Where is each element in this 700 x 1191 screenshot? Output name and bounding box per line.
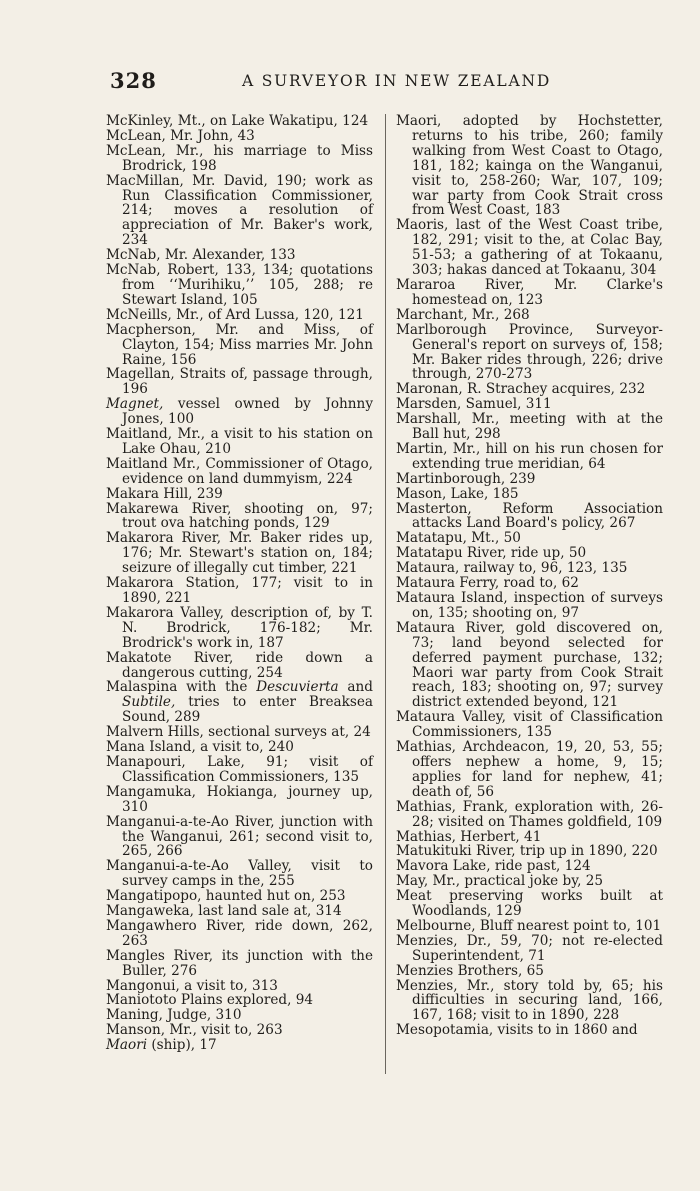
index-entry xyxy=(106,427,373,457)
index-entry xyxy=(396,979,663,1024)
index-entry xyxy=(106,815,373,860)
index-entry xyxy=(106,487,373,502)
index-entry-text: Mataura, railway to, 96, 123, 135 xyxy=(396,560,628,577)
index-entry xyxy=(106,859,373,889)
index-entry xyxy=(106,144,373,174)
index-entry xyxy=(396,382,663,397)
index-entry-text: and xyxy=(338,679,373,696)
index-entry-text: Mataura Valley, visit of Classification Commissioners, 135 xyxy=(396,709,663,741)
index-entry-text: Marlborough Province, Surveyor-General's report on surveys of, 158; Mr. Baker rides through, 226; drive through, 270-273 xyxy=(396,321,663,383)
index-entry-text: tries to enter Breaksea Sound, 289 xyxy=(122,694,373,726)
index-entry xyxy=(396,889,663,919)
running-title: A SURVEYOR IN NEW ZEALAND xyxy=(242,72,552,90)
index-entry xyxy=(106,904,373,919)
index-entry xyxy=(396,740,663,800)
index-entry-text: Manganui-a-te-Ao River, junction with the Wanganui, 261; second visit to, 265, 266 xyxy=(106,813,373,860)
index-entry-text: Marsden, Samuel, 311 xyxy=(396,396,552,413)
index-entry xyxy=(396,531,663,546)
index-column-left xyxy=(106,114,373,1053)
index-entry-text: Makarora Valley, description of, by T. N. Brodrick, 176-182; Mr. Brodrick's work in, 187 xyxy=(106,604,373,651)
index-entry-text: Malvern Hills, sectional surveys at, 24 xyxy=(106,724,371,741)
index-entry-text: Makarora Station, 177; visit to in 1890, 221 xyxy=(106,575,373,606)
index-entry xyxy=(106,755,373,785)
index-entry-text: Malaspina with the xyxy=(106,679,257,696)
index-entry-italic: Descuvierta xyxy=(256,679,339,696)
index-entry xyxy=(106,367,373,397)
index-entry xyxy=(106,993,373,1008)
index-entry-text: Maitland Mr., Commissioner of Otago, evidence on land dummyism, 224 xyxy=(106,455,373,487)
index-entry xyxy=(396,561,663,576)
index-entry-text: Manapouri, Lake, 91; visit of Classification Commissioners, 135 xyxy=(106,753,373,785)
index-entry xyxy=(396,278,663,308)
index-column-right xyxy=(396,114,663,1038)
index-entry-text: Mathias, Herbert, 41 xyxy=(396,828,542,845)
index-entry-text: Mangaweka, last land sale at, 314 xyxy=(106,903,342,920)
index-entry xyxy=(106,457,373,487)
index-entry xyxy=(396,859,663,874)
index-entry-text: Mararoa River, Mr. Clarke's homestead on, 123 xyxy=(396,276,663,308)
index-entry-text: Marshall, Mr., meeting with at the Ball hut, 298 xyxy=(396,411,663,443)
index-entry xyxy=(396,710,663,740)
index-entry-text: Martinborough, 239 xyxy=(396,470,536,487)
index-entry xyxy=(106,785,373,815)
index-entry-text: Mataura Ferry, road to, 62 xyxy=(396,575,579,592)
index-entry-text: McNab, Robert, 133, 134; quotations from ‘‘Murihiku,’’ 105, 288; re Stewart Island, 105 xyxy=(106,262,373,308)
index-entry-text: Matukituki River, trip up in 1890, 220 xyxy=(396,843,658,860)
page-number: 328 xyxy=(110,68,157,93)
index-entry xyxy=(396,830,663,845)
index-entry-text: Maoris, last of the West Coast tribe, 182, 291; visit to the, at Colac Bay, 51-53; a gathering of at Tokaanu, 303; hakas danced at Tokaanu, 304 xyxy=(396,217,663,279)
index-entry xyxy=(106,114,373,129)
index-entry-text: McLean, Mr. John, 43 xyxy=(106,127,255,144)
index-entry xyxy=(106,248,373,263)
index-entry-text: Menzies, Mr., story told by, 65; his difficulties in securing land, 166, 167, 168; visit to in 1890, 228 xyxy=(396,977,663,1024)
index-entry-text: Maitland, Mr., a visit to his station on Lake Ohau, 210 xyxy=(106,426,373,457)
index-entry xyxy=(106,531,373,576)
index-entry-text: Mangatipopo, haunted hut on, 253 xyxy=(106,888,346,905)
index-entry-text: Makatote River, ride down a dangerous cutting, 254 xyxy=(106,649,373,681)
index-entry xyxy=(396,591,663,621)
index-entry-text: Mangawhero River, ride down, 262, 263 xyxy=(106,917,373,949)
index-entry-text: Marchant, Mr., 268 xyxy=(396,306,530,323)
index-entry xyxy=(106,576,373,606)
index-entry xyxy=(396,844,663,859)
index-entry xyxy=(106,397,373,427)
index-entry xyxy=(396,1023,663,1038)
index-entry-text: Maning, Judge, 310 xyxy=(106,1007,242,1024)
index-entry-text: Mason, Lake, 185 xyxy=(396,485,519,502)
index-entry xyxy=(106,174,373,249)
index-entry xyxy=(106,889,373,904)
index-entry xyxy=(106,308,373,323)
index-entry-text: Makarewa River, shooting on, 97; trout ova hatching ponds, 129 xyxy=(106,500,373,532)
index-entry-text: Makara Hill, 239 xyxy=(106,485,223,502)
index-entry-text: Mavora Lake, ride past, 124 xyxy=(396,858,591,875)
index-entry-text: Magellan, Straits of, passage through, 196 xyxy=(106,366,373,398)
column-divider xyxy=(385,114,386,1074)
index-entry xyxy=(106,979,373,994)
index-entry-text: Matatapu, Mt., 50 xyxy=(396,530,521,547)
index-entry-text: Manganui-a-te-Ao Valley, visit to survey camps in the, 255 xyxy=(106,858,373,890)
index-entry xyxy=(106,651,373,681)
index-entry-text: vessel owned by Johnny Jones, 100 xyxy=(122,396,373,428)
index-entry-text: McKinley, Mt., on Lake Wakatipu, 124 xyxy=(106,113,369,129)
index-entry-text: Martin, Mr., hill on his run chosen for extending true meridian, 64 xyxy=(396,440,663,472)
index-entry-text: Maniototo Plains explored, 94 xyxy=(106,992,314,1009)
index-entry-text: Mathias, Archdeacon, 19, 20, 53, 55; offers nephew a home, 9, 15; applies for land for nephew, 41; death of, 56 xyxy=(396,739,663,800)
index-entry xyxy=(396,412,663,442)
index-entry-text: (ship), 17 xyxy=(147,1037,217,1054)
index-entry-text: Maori, adopted by Hochstetter, returns to his tribe, 260; family walking from West Coast to Otago, 181, 182; kainga on the Wanganui, visit to, 258-260; War, 107, 109; war party from Cook Strait cross from West Coast, 183 xyxy=(396,113,663,219)
index-entry xyxy=(396,502,663,532)
index-entry-text: Macpherson, Mr. and Miss, of Clayton, 154; Miss marries Mr. John Raine, 156 xyxy=(106,321,373,368)
index-entry-text: Mangamuka, Hokianga, journey up, 310 xyxy=(106,783,373,815)
index-entry xyxy=(106,1008,373,1023)
index-entry xyxy=(396,800,663,830)
index-entry xyxy=(106,740,373,755)
index-entry-text: Maronan, R. Strachey acquires, 232 xyxy=(396,381,646,398)
index-entry-text: McNeills, Mr., of Ard Lussa, 120, 121 xyxy=(106,306,364,323)
index-entry-text: Menzies, Dr., 59, 70; not re-elected Superintendent, 71 xyxy=(396,932,663,964)
index-entry xyxy=(106,1038,373,1053)
index-entry xyxy=(106,606,373,651)
index-entry xyxy=(106,129,373,144)
index-entry xyxy=(396,442,663,472)
index-entry-text: Mangles River, its junction with the Buller, 276 xyxy=(106,947,373,979)
index-entry xyxy=(106,949,373,979)
index-entry-italic: Subtile, xyxy=(122,694,176,711)
index-entry xyxy=(396,114,663,218)
index-entry-text: Makarora River, Mr. Baker rides up, 176; Mr. Stewart's station on, 184; seizure of illegally cut timber, 221 xyxy=(106,530,373,577)
index-entry-text: Mangonui, a visit to, 313 xyxy=(106,977,278,994)
index-entry-text: Mathias, Frank, exploration with, 26-28; visited on Thames goldfield, 109 xyxy=(396,798,663,830)
index-entry xyxy=(106,502,373,532)
index-entry xyxy=(396,576,663,591)
index-entry-text: Melbourne, Bluff nearest point to, 101 xyxy=(396,917,662,934)
index-entry xyxy=(396,218,663,278)
index-entry xyxy=(106,263,373,308)
index-entry xyxy=(396,919,663,934)
index-entry-text: Mataura River, gold discovered on, 73; land beyond selected for deferred payment purchase, 132; Maori war party from Cook Strait reach, 183; shooting on, 97; survey district extended beyond, 121 xyxy=(396,619,663,711)
index-entry xyxy=(396,934,663,964)
index-entry xyxy=(396,487,663,502)
index-entry-text: Mesopotamia, visits to in 1860 and xyxy=(396,1022,638,1039)
index-entry-text: Mana Island, a visit to, 240 xyxy=(106,739,294,756)
index-entry-text: Manson, Mr., visit to, 263 xyxy=(106,1022,283,1039)
index-entry-italic: Maori xyxy=(106,1037,148,1054)
index-entry xyxy=(106,725,373,740)
index-entry xyxy=(396,964,663,979)
index-entry-text: Matatapu River, ride up, 50 xyxy=(396,545,587,562)
index-entry xyxy=(106,919,373,949)
index-entry xyxy=(396,874,663,889)
index-entry xyxy=(396,397,663,412)
index-entry xyxy=(396,308,663,323)
index-entry xyxy=(396,546,663,561)
index-entry xyxy=(106,680,373,725)
index-entry xyxy=(106,323,373,368)
index-entry-text: McNab, Mr. Alexander, 133 xyxy=(106,247,296,264)
index-entry xyxy=(396,323,663,383)
index-entry-italic: Magnet, xyxy=(106,396,164,413)
index-entry xyxy=(396,621,663,710)
index-entry-text: MacMillan, Mr. David, 190; work as Run Classification Commissioner, 214; moves a resolution of appreciation of Mr. Baker's work, 234 xyxy=(106,172,373,249)
index-entry-text: Meat preserving works built at Woodlands, 129 xyxy=(396,888,663,920)
index-entry-text: May, Mr., practical joke by, 25 xyxy=(396,873,604,890)
index-entry xyxy=(106,1023,373,1038)
index-entry-text: Mataura Island, inspection of surveys on, 135; shooting on, 97 xyxy=(396,590,663,621)
index-entry-text: McLean, Mr., his marriage to Miss Brodrick, 198 xyxy=(106,142,373,174)
index-entry-text: Menzies Brothers, 65 xyxy=(396,962,544,979)
index-entry xyxy=(396,472,663,487)
index-entry-text: Masterton, Reform Association attacks Land Board's policy, 267 xyxy=(396,500,663,532)
